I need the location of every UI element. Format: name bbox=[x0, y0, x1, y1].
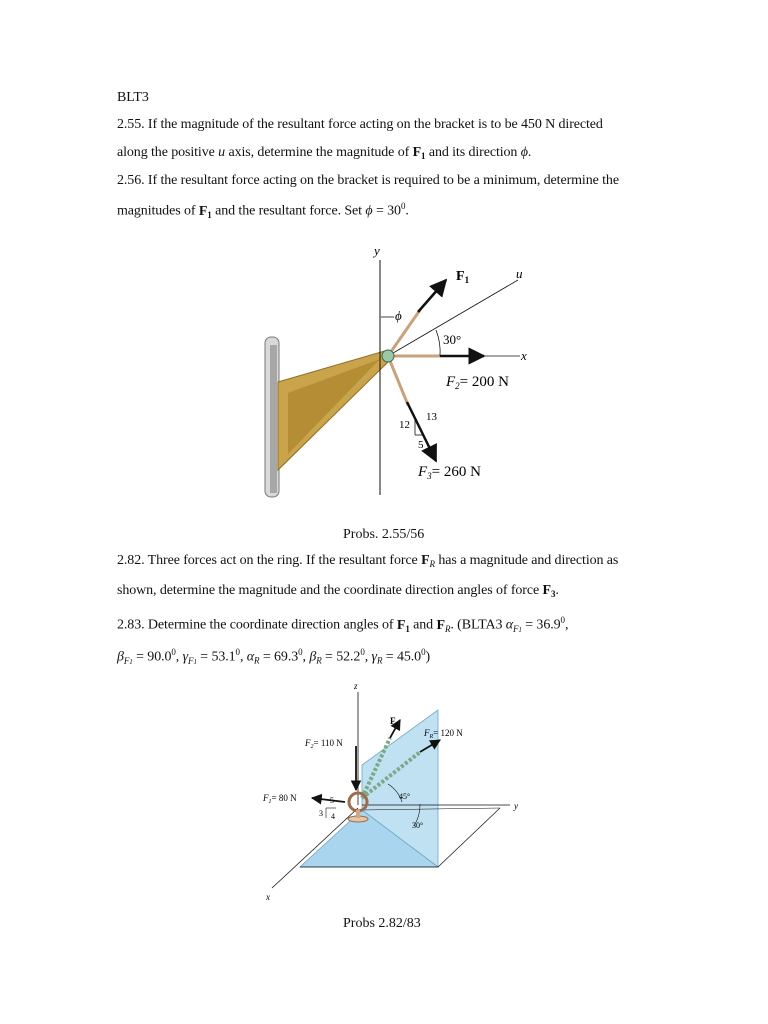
period: . bbox=[405, 203, 409, 219]
problem-2-55-line-1 bbox=[117, 117, 603, 133]
subscript: R bbox=[254, 655, 260, 666]
comma: , bbox=[364, 649, 369, 665]
problem-number: 2.82. bbox=[117, 553, 145, 568]
u-axis-label: u bbox=[516, 266, 523, 281]
text-span: shown, determine the magnitude and the coordinate direction angles of force bbox=[117, 583, 540, 598]
degree: 0 bbox=[360, 647, 365, 657]
problem-text: If the resultant force acting on the bracket is required to be a minimum, determine the bbox=[147, 173, 619, 188]
slope-5: 5 bbox=[418, 439, 424, 451]
value-beta-r: = 52.2 bbox=[325, 649, 361, 665]
bracket-pin bbox=[382, 350, 394, 362]
degree: 0 bbox=[171, 647, 176, 657]
symbol-F1: $F_1$ bbox=[396, 617, 410, 634]
comma: , bbox=[239, 649, 244, 665]
angle-30-label: 30° bbox=[443, 332, 462, 347]
ratio-5: 5 bbox=[330, 796, 334, 805]
text-span: = 30 bbox=[375, 203, 401, 219]
x-axis-label: x bbox=[266, 892, 270, 902]
symbol-u: u bbox=[218, 145, 226, 160]
subscript: R bbox=[316, 655, 322, 666]
F3-label: $F_3= 260$ N bbox=[418, 464, 481, 481]
degree: 0 bbox=[560, 615, 565, 625]
F1-label: $F_1= 80$ N bbox=[263, 793, 297, 805]
F2-label: $F_2= 200$ N bbox=[446, 374, 509, 391]
text-span: and its direction bbox=[428, 145, 518, 160]
beta-symbol: β bbox=[309, 649, 317, 665]
text-span: . (BLTA3 bbox=[450, 617, 503, 633]
text-span: and the resultant force. Set bbox=[215, 203, 362, 219]
problem-text: If the magnitude of the resultant force acting on the bracket is to be 450 N directed bbox=[147, 117, 603, 132]
comma: , bbox=[564, 617, 569, 633]
text-span: Three forces act on the ring. If the resultant force bbox=[147, 553, 418, 568]
text-span: has a magnitude and direction as bbox=[438, 553, 619, 568]
FR-label: $F_R= 120$ N bbox=[424, 728, 463, 740]
F2-label: $F_2= 110$ N bbox=[305, 738, 343, 750]
F1-label: $F_1$ bbox=[456, 269, 470, 285]
problem-number: 2.55. bbox=[117, 117, 145, 132]
slope-13: 13 bbox=[426, 411, 437, 423]
problem-2-83-line-2 bbox=[117, 647, 430, 666]
gamma-symbol: γ bbox=[371, 649, 377, 665]
arrow-F1 bbox=[418, 280, 446, 312]
symbol-F1: $F_1$ bbox=[198, 203, 212, 220]
ring-stem bbox=[356, 810, 360, 818]
subscript: R bbox=[376, 655, 383, 666]
period: . bbox=[555, 583, 559, 598]
problem-2-56-line-2 bbox=[117, 201, 409, 220]
symbol-F3: $F_3$ bbox=[542, 583, 556, 599]
symbol-phi: ϕ bbox=[365, 203, 373, 219]
symbol-FR: $F_R$ bbox=[436, 617, 451, 634]
x-axis-label: x bbox=[521, 348, 527, 363]
rope-F3 bbox=[388, 356, 408, 405]
text-span: axis, determine the magnitude of bbox=[228, 145, 410, 160]
figure-bracket bbox=[0, 240, 768, 500]
z-axis-label: z bbox=[354, 681, 358, 691]
value-alpha-f1: = 36.9 bbox=[525, 617, 561, 633]
symbol-phi: ϕ bbox=[520, 145, 528, 160]
subscript: F1 bbox=[123, 655, 133, 666]
value-gamma-f1: = 53.1 bbox=[200, 649, 236, 665]
alpha-symbol: α bbox=[246, 649, 255, 665]
y-axis-label: y bbox=[374, 243, 380, 258]
arrow-F1 bbox=[312, 798, 345, 802]
value-gamma-r: = 45.0 bbox=[385, 649, 422, 665]
period: . bbox=[527, 145, 532, 160]
problem-number: 2.56. bbox=[117, 173, 145, 188]
angle-arc bbox=[436, 330, 440, 356]
degree: 0 bbox=[235, 647, 240, 657]
degree: 0 bbox=[400, 201, 406, 211]
header-code: BLT3 bbox=[117, 90, 149, 105]
ratio-4: 4 bbox=[331, 812, 335, 821]
problem-number: 2.83. bbox=[117, 617, 145, 633]
ratio-3: 3 bbox=[319, 809, 323, 818]
caption-figure-2: Probs 2.82/83 bbox=[343, 916, 421, 931]
text-span: Determine the coordinate direction angles of bbox=[147, 617, 394, 633]
phi-label: ϕ bbox=[395, 308, 402, 323]
angle-30-label: 30° bbox=[412, 821, 424, 830]
comma: , bbox=[175, 649, 180, 665]
F3-label: $F_3$ bbox=[390, 716, 399, 728]
figure-ring bbox=[0, 680, 768, 910]
text-span: magnitudes of bbox=[117, 203, 196, 219]
gamma-symbol: γ bbox=[182, 649, 189, 665]
problem-2-55-line-2 bbox=[117, 145, 531, 161]
problem-2-83-line-1 bbox=[117, 615, 568, 634]
wall-plate-face bbox=[270, 345, 277, 493]
alpha-symbol: α bbox=[505, 617, 514, 633]
value-alpha-r: = 69.3 bbox=[262, 649, 299, 665]
beta-symbol: β bbox=[117, 649, 124, 665]
degree: 0 bbox=[298, 647, 303, 657]
problem-2-82-line-1 bbox=[117, 553, 618, 569]
subscript: F1 bbox=[513, 623, 522, 634]
comma: , bbox=[302, 649, 306, 665]
close-paren: ) bbox=[425, 649, 431, 665]
slope-12: 12 bbox=[399, 419, 410, 431]
caption-figure-1: Probs. 2.55/56 bbox=[343, 527, 425, 542]
subscript: F1 bbox=[188, 655, 197, 666]
text-span: and bbox=[413, 617, 434, 633]
y-axis-label: y bbox=[514, 801, 518, 811]
angle-45-label: 45° bbox=[399, 792, 411, 801]
symbol-FR: $F_R$ bbox=[421, 553, 435, 569]
symbol-F1: $F_1$ bbox=[412, 145, 426, 161]
problem-2-82-line-2 bbox=[117, 583, 559, 599]
degree: 0 bbox=[421, 647, 426, 657]
problem-2-56-line-1 bbox=[117, 173, 619, 189]
value-beta-f1: = 90.0 bbox=[136, 649, 172, 665]
text-span: along the positive bbox=[117, 145, 215, 160]
